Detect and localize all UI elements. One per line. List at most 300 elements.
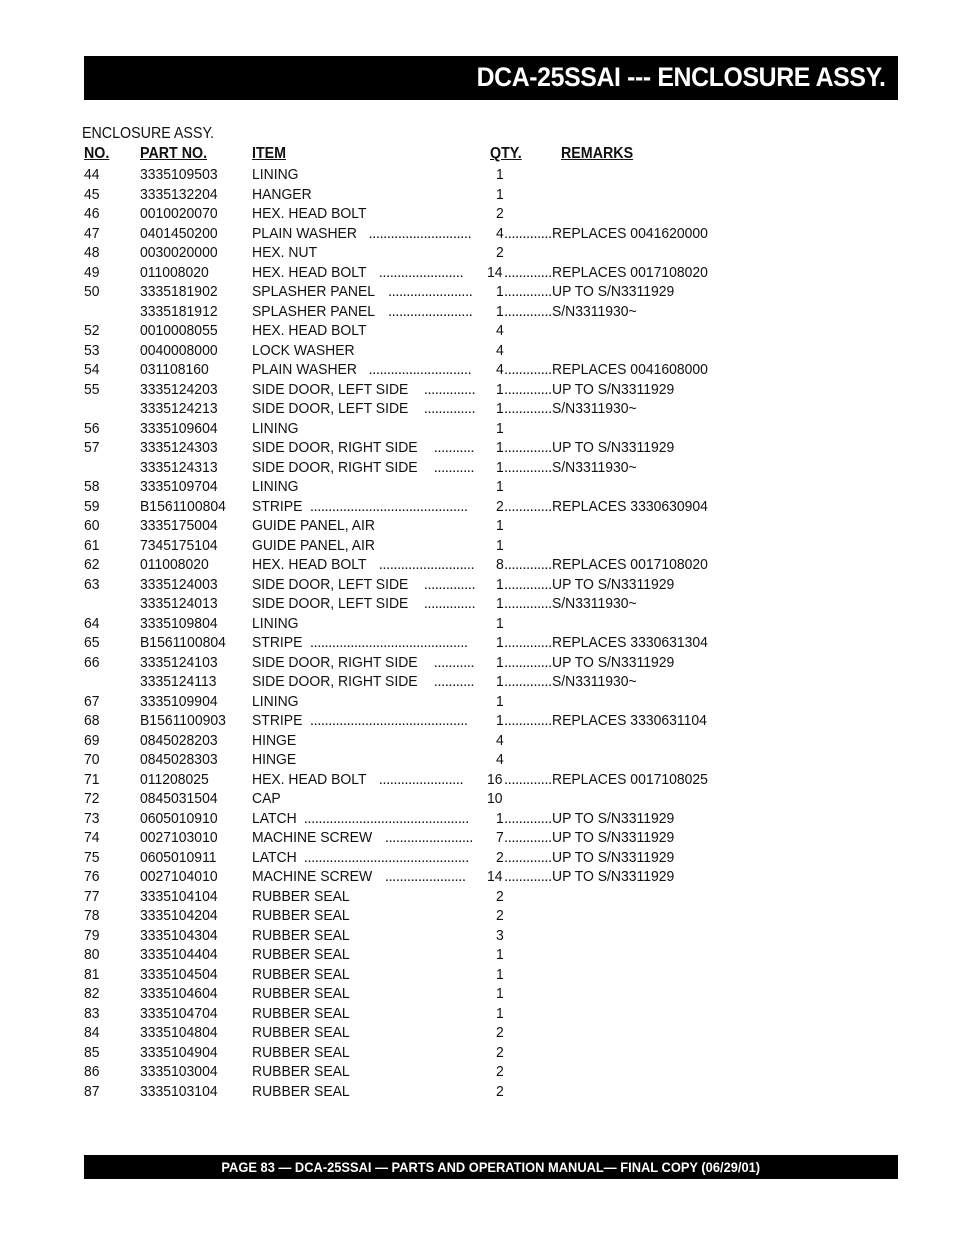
table-row xyxy=(0,1043,954,1063)
item-name-text: STRIPE xyxy=(252,634,303,651)
dot-leader: ............................ xyxy=(364,224,472,242)
dot-leader: ........... xyxy=(430,458,475,476)
remarks xyxy=(504,653,734,673)
item-name xyxy=(252,321,492,341)
row-number xyxy=(84,731,124,751)
quantity-text: 1 xyxy=(495,809,504,827)
row-number xyxy=(84,185,124,205)
item-name-text: STRIPE xyxy=(252,497,303,515)
item-name-text: SIDE DOOR, LEFT SIDE xyxy=(252,380,409,398)
row-number xyxy=(84,243,124,263)
item-name xyxy=(252,984,492,1004)
item-name xyxy=(252,341,492,361)
part-number-text: 7345175104 xyxy=(140,536,218,554)
row-number xyxy=(84,302,124,322)
quantity xyxy=(470,380,504,400)
part-number xyxy=(140,497,248,517)
header-part-no: PART NO. xyxy=(140,145,208,162)
item-name-text: SIDE DOOR, RIGHT SIDE xyxy=(252,439,418,456)
item-name-text: CAP xyxy=(252,790,281,807)
quantity-text: 14 xyxy=(487,263,503,281)
item-name xyxy=(252,419,492,439)
remarks xyxy=(504,692,734,712)
remarks-text: S/N3311930~ xyxy=(551,302,637,320)
item-name xyxy=(252,731,492,751)
part-number-text: 0010020070 xyxy=(140,205,218,222)
table-row xyxy=(0,243,954,263)
row-number xyxy=(84,204,124,224)
part-number-text: 3335124003 xyxy=(140,575,218,593)
remarks-text: REPLACES 0041620000 xyxy=(551,224,708,242)
row-number xyxy=(84,516,124,536)
row-number-text: 60 xyxy=(84,517,100,534)
row-number xyxy=(84,360,124,380)
quantity-text: 1 xyxy=(495,985,504,1002)
quantity xyxy=(470,867,504,887)
header-item: ITEM xyxy=(252,145,287,162)
item-name-text: SIDE DOOR, LEFT SIDE xyxy=(252,400,409,417)
quantity xyxy=(470,1062,504,1082)
quantity xyxy=(470,321,504,341)
dot-leader: ............. xyxy=(504,283,552,300)
row-number-text: 62 xyxy=(84,556,100,573)
item-name-text: PLAIN WASHER xyxy=(252,361,357,378)
quantity xyxy=(470,497,504,517)
quantity-text: 4 xyxy=(495,322,504,339)
quantity xyxy=(470,555,504,575)
remarks xyxy=(504,867,734,887)
table-row xyxy=(0,458,954,478)
item-name-text: SIDE DOOR, RIGHT SIDE xyxy=(252,673,418,690)
part-number xyxy=(140,575,248,595)
row-number xyxy=(84,477,124,497)
part-number xyxy=(140,633,248,653)
remarks-text: UP TO S/N3311929 xyxy=(551,809,674,827)
row-number-text: 81 xyxy=(84,965,100,983)
part-number xyxy=(140,458,248,478)
quantity xyxy=(470,419,504,439)
row-number-text: 84 xyxy=(84,1024,100,1041)
part-number-text: 3335181912 xyxy=(140,302,218,320)
table-row xyxy=(0,1023,954,1043)
remarks xyxy=(504,438,734,458)
quantity xyxy=(470,789,504,809)
row-number xyxy=(84,692,124,712)
remarks-text: UP TO S/N3311929 xyxy=(551,868,674,885)
item-name-text: HANGER xyxy=(252,185,312,203)
table-row xyxy=(0,321,954,341)
remarks-text: S/N3311930~ xyxy=(551,458,637,476)
item-name xyxy=(252,302,492,322)
part-number xyxy=(140,672,248,692)
part-number-text: 0845028203 xyxy=(140,731,218,749)
row-number-text: 65 xyxy=(84,634,100,651)
row-number xyxy=(84,555,124,575)
dot-leader: ....................... xyxy=(384,283,473,300)
quantity-text: 2 xyxy=(495,1024,504,1041)
row-number xyxy=(84,672,124,692)
table-row xyxy=(0,1082,954,1102)
dot-leader: ............. xyxy=(504,302,552,320)
table-row xyxy=(0,204,954,224)
item-name xyxy=(252,965,492,985)
row-number-text: 79 xyxy=(84,926,100,944)
table-row xyxy=(0,497,954,517)
part-number-text: 3335124013 xyxy=(140,595,218,612)
part-number xyxy=(140,1004,248,1024)
quantity xyxy=(470,458,504,478)
item-name-text: LOCK WASHER xyxy=(252,341,355,359)
quantity xyxy=(470,185,504,205)
remarks xyxy=(504,1082,734,1102)
part-number-text: 3335104104 xyxy=(140,887,218,905)
row-number xyxy=(84,263,124,283)
remarks xyxy=(504,594,734,614)
dot-leader: ............. xyxy=(504,400,552,417)
row-number xyxy=(84,867,124,887)
dot-leader: ............. xyxy=(504,497,552,515)
item-name xyxy=(252,516,492,536)
quantity-text: 1 xyxy=(495,673,504,690)
table-row xyxy=(0,302,954,322)
item-name-text: HEX. HEAD BOLT xyxy=(252,263,367,281)
item-name-text: HEX. HEAD BOLT xyxy=(252,205,367,222)
row-number-text: 44 xyxy=(84,166,100,183)
quantity-text: 2 xyxy=(495,1063,504,1080)
quantity xyxy=(470,926,504,946)
remarks xyxy=(504,419,734,439)
remarks xyxy=(504,282,734,302)
remarks xyxy=(504,809,734,829)
part-number-text: 3335175004 xyxy=(140,517,218,534)
quantity xyxy=(470,965,504,985)
remarks-text: REPLACES 3330631104 xyxy=(551,712,707,729)
item-name-text: RUBBER SEAL xyxy=(252,926,350,944)
part-number-text: 3335124103 xyxy=(140,653,218,671)
table-row xyxy=(0,282,954,302)
item-name xyxy=(252,594,492,614)
row-number xyxy=(84,224,124,244)
row-number xyxy=(84,1004,124,1024)
remarks xyxy=(504,789,734,809)
quantity-text: 1 xyxy=(495,965,504,983)
table-row xyxy=(0,633,954,653)
quantity-text: 1 xyxy=(495,283,504,300)
item-name xyxy=(252,399,492,419)
row-number xyxy=(84,399,124,419)
remarks xyxy=(504,750,734,770)
quantity-text: 1 xyxy=(495,712,504,729)
table-row xyxy=(0,711,954,731)
table-row xyxy=(0,438,954,458)
item-name-text: LINING xyxy=(252,692,299,710)
dot-leader: ............................................. xyxy=(300,809,469,827)
row-number xyxy=(84,575,124,595)
row-number-text: 73 xyxy=(84,809,100,827)
quantity xyxy=(470,165,504,185)
row-number xyxy=(84,887,124,907)
item-name-text: PLAIN WASHER xyxy=(252,224,357,242)
part-number xyxy=(140,906,248,926)
quantity xyxy=(470,477,504,497)
row-number-text: 54 xyxy=(84,361,100,378)
item-name-text: HEX. HEAD BOLT xyxy=(252,770,367,788)
part-number xyxy=(140,945,248,965)
part-number-text: 3335104404 xyxy=(140,946,218,963)
remarks-text: UP TO S/N3311929 xyxy=(551,848,674,866)
part-number xyxy=(140,731,248,751)
table-row xyxy=(0,477,954,497)
item-name-text: SIDE DOOR, RIGHT SIDE xyxy=(252,458,418,476)
quantity xyxy=(470,828,504,848)
row-number-text: 82 xyxy=(84,985,100,1002)
remarks xyxy=(504,1062,734,1082)
part-number xyxy=(140,711,248,731)
quantity xyxy=(470,945,504,965)
quantity xyxy=(470,341,504,361)
remarks xyxy=(504,321,734,341)
item-name-text: SIDE DOOR, LEFT SIDE xyxy=(252,575,409,593)
part-number xyxy=(140,809,248,829)
quantity-text: 2 xyxy=(495,244,504,261)
remarks xyxy=(504,243,734,263)
item-name xyxy=(252,848,492,868)
table-row xyxy=(0,536,954,556)
remarks-text: UP TO S/N3311929 xyxy=(551,380,674,398)
part-number xyxy=(140,1082,248,1102)
quantity-text: 2 xyxy=(495,848,504,866)
table-row xyxy=(0,965,954,985)
row-number-text: 68 xyxy=(84,712,100,729)
part-number-text: 0845031504 xyxy=(140,790,218,807)
part-number xyxy=(140,341,248,361)
part-number-text: 3335109804 xyxy=(140,614,218,632)
table-row xyxy=(0,770,954,790)
table-row xyxy=(0,945,954,965)
table-row xyxy=(0,692,954,712)
remarks-text: REPLACES 0017108020 xyxy=(551,556,708,573)
item-name xyxy=(252,614,492,634)
quantity xyxy=(470,1082,504,1102)
remarks xyxy=(504,770,734,790)
item-name-text: LINING xyxy=(252,478,299,495)
part-number xyxy=(140,321,248,341)
row-number-text: 75 xyxy=(84,848,100,866)
remarks xyxy=(504,848,734,868)
row-number-text: 83 xyxy=(84,1004,100,1022)
header-remarks: REMARKS xyxy=(561,145,634,162)
table-header xyxy=(0,145,954,165)
quantity-text: 2 xyxy=(495,887,504,905)
dot-leader: ....................... xyxy=(375,263,464,281)
row-number xyxy=(84,926,124,946)
item-name xyxy=(252,1062,492,1082)
dot-leader: ............. xyxy=(504,809,552,827)
table-row xyxy=(0,750,954,770)
remarks xyxy=(504,1023,734,1043)
part-number xyxy=(140,360,248,380)
row-number xyxy=(84,458,124,478)
part-number xyxy=(140,692,248,712)
quantity-text: 1 xyxy=(495,595,504,612)
remarks xyxy=(504,828,734,848)
item-name-text: RUBBER SEAL xyxy=(252,1043,350,1061)
dot-leader: ............. xyxy=(504,770,552,788)
row-number xyxy=(84,438,124,458)
item-name-text: MACHINE SCREW xyxy=(252,868,373,885)
remarks xyxy=(504,887,734,907)
part-number xyxy=(140,419,248,439)
part-number xyxy=(140,614,248,634)
dot-leader: ........................................... xyxy=(306,497,468,515)
item-name-text: SPLASHER PANEL xyxy=(252,302,376,320)
row-number-text: 56 xyxy=(84,419,100,437)
row-number xyxy=(84,809,124,829)
dot-leader: ....................... xyxy=(375,770,464,788)
item-name-text: HEX. NUT xyxy=(252,244,318,261)
row-number xyxy=(84,1082,124,1102)
quantity xyxy=(470,438,504,458)
part-number-text: 3335103104 xyxy=(140,1082,218,1100)
item-name xyxy=(252,243,492,263)
remarks-text: S/N3311930~ xyxy=(551,595,637,612)
table-row xyxy=(0,731,954,751)
quantity xyxy=(470,633,504,653)
item-name-text: RUBBER SEAL xyxy=(252,985,350,1002)
quantity-text: 1 xyxy=(495,166,504,183)
item-name-text: LINING xyxy=(252,166,299,183)
item-name-text: HINGE xyxy=(252,731,297,749)
remarks xyxy=(504,341,734,361)
row-number xyxy=(84,419,124,439)
part-number-text: 0845028303 xyxy=(140,751,218,768)
item-name xyxy=(252,672,492,692)
quantity xyxy=(470,770,504,790)
quantity xyxy=(470,594,504,614)
row-number-text: 46 xyxy=(84,205,100,222)
table-row xyxy=(0,809,954,829)
part-number-text: 3335109704 xyxy=(140,478,218,495)
part-number xyxy=(140,282,248,302)
part-number xyxy=(140,555,248,575)
dot-leader: ............. xyxy=(504,653,552,671)
row-number xyxy=(84,653,124,673)
part-number xyxy=(140,926,248,946)
remarks xyxy=(504,185,734,205)
row-number xyxy=(84,750,124,770)
row-number xyxy=(84,1062,124,1082)
table-row xyxy=(0,867,954,887)
quantity-text: 1 xyxy=(495,634,504,651)
row-number-text: 58 xyxy=(84,478,100,495)
part-number xyxy=(140,185,248,205)
part-number xyxy=(140,302,248,322)
row-number-text: 80 xyxy=(84,946,100,963)
item-name xyxy=(252,867,492,887)
row-number-text: 45 xyxy=(84,185,100,203)
item-name-text: RUBBER SEAL xyxy=(252,1024,350,1041)
quantity-text: 1 xyxy=(495,946,504,963)
row-number-text: 49 xyxy=(84,263,100,281)
table-row xyxy=(0,399,954,419)
row-number-text: 78 xyxy=(84,907,100,924)
dot-leader: ........... xyxy=(430,439,475,456)
row-number-text: 59 xyxy=(84,497,100,515)
part-number xyxy=(140,867,248,887)
item-name-text: LINING xyxy=(252,419,299,437)
quantity-text: 10 xyxy=(487,790,503,807)
row-number-text: 77 xyxy=(84,887,100,905)
row-number-text: 52 xyxy=(84,322,100,339)
table-row xyxy=(0,419,954,439)
remarks xyxy=(504,555,734,575)
quantity-text: 1 xyxy=(495,439,504,456)
item-name xyxy=(252,750,492,770)
remarks xyxy=(504,1043,734,1063)
remarks xyxy=(504,633,734,653)
item-name-text: LATCH xyxy=(252,848,297,866)
item-name-text: RUBBER SEAL xyxy=(252,1082,350,1100)
dot-leader: ............. xyxy=(504,380,552,398)
remarks xyxy=(504,536,734,556)
quantity-text: 1 xyxy=(495,653,504,671)
row-number xyxy=(84,165,124,185)
part-number xyxy=(140,770,248,790)
part-number xyxy=(140,399,248,419)
dot-leader: .............. xyxy=(420,595,476,612)
quantity xyxy=(470,263,504,283)
quantity xyxy=(470,204,504,224)
item-name xyxy=(252,809,492,829)
part-number-text: 3335124213 xyxy=(140,400,218,417)
row-number xyxy=(84,965,124,985)
table-row xyxy=(0,926,954,946)
dot-leader: ............. xyxy=(504,556,552,573)
quantity xyxy=(470,887,504,907)
item-name xyxy=(252,555,492,575)
table-row xyxy=(0,1062,954,1082)
dot-leader: ...................... xyxy=(381,868,466,885)
row-number-text: 70 xyxy=(84,751,100,768)
quantity-text: 4 xyxy=(495,731,504,749)
item-name xyxy=(252,633,492,653)
item-name xyxy=(252,360,492,380)
item-name xyxy=(252,477,492,497)
title-bar xyxy=(84,56,898,100)
item-name xyxy=(252,165,492,185)
part-number xyxy=(140,536,248,556)
quantity xyxy=(470,516,504,536)
row-number xyxy=(84,711,124,731)
section-heading: ENCLOSURE ASSY. xyxy=(82,125,215,142)
remarks xyxy=(504,302,734,322)
quantity xyxy=(470,1043,504,1063)
header-qty: QTY. xyxy=(490,145,522,162)
row-number-text: 67 xyxy=(84,692,100,710)
item-name xyxy=(252,536,492,556)
quantity-text: 1 xyxy=(495,575,504,593)
quantity xyxy=(470,282,504,302)
part-number xyxy=(140,594,248,614)
row-number-text: 86 xyxy=(84,1063,100,1080)
part-number-text: 3335124113 xyxy=(140,673,217,690)
remarks-text: UP TO S/N3311929 xyxy=(551,575,674,593)
dot-leader: ............. xyxy=(504,712,552,729)
table-row xyxy=(0,360,954,380)
item-name xyxy=(252,1023,492,1043)
part-number-text: 3335104304 xyxy=(140,926,218,944)
remarks-text: REPLACES 0041608000 xyxy=(551,361,708,378)
